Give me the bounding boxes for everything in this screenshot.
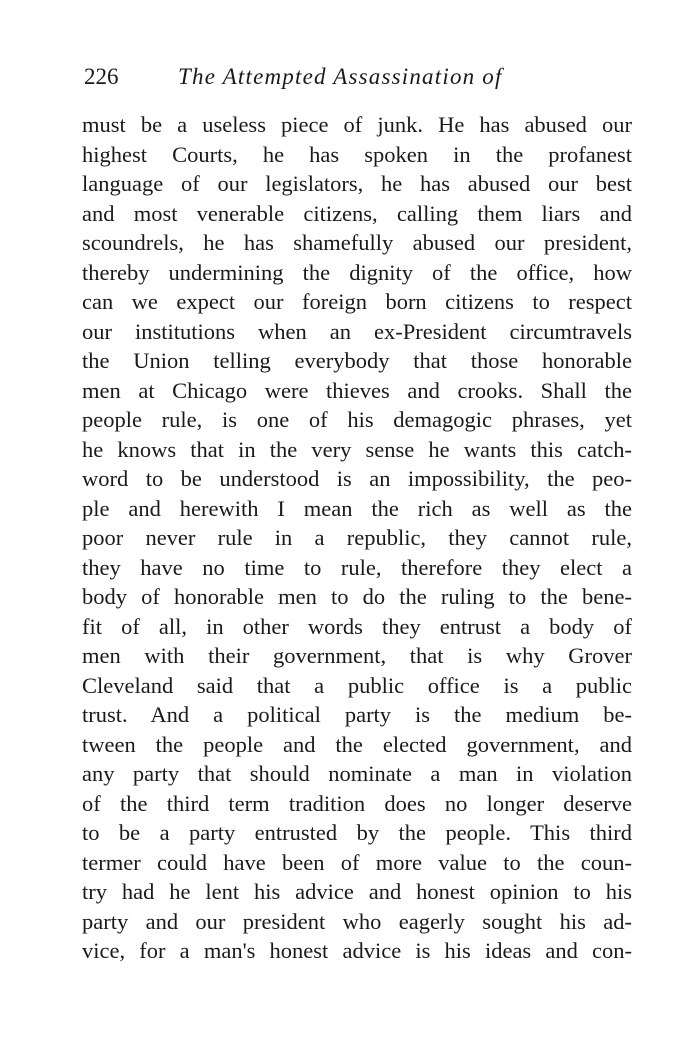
text-line: Cleveland said that a public office is a public	[82, 672, 632, 698]
text-line: party and our president who eagerly sought his ad-	[82, 908, 632, 934]
text-line: must be a useless piece of junk. He has abused our	[82, 112, 632, 137]
text-line: vice, for a man's honest advice is his ideas and con-	[82, 938, 632, 963]
text-line: can we expect our foreign born citizens to respect	[82, 289, 632, 314]
text-line: of the third term tradition does no longer deserve	[82, 790, 632, 816]
text-line: termer could have been of more value to the coun-	[82, 849, 632, 875]
text-line: thereby undermining the dignity of the office, how	[82, 259, 632, 285]
text-line: any party that should nominate a man in violation	[82, 761, 632, 786]
text-line: people rule, is one of his demagogic phrases, yet	[82, 407, 632, 432]
text-line: and most venerable citizens, calling them liars and	[82, 200, 632, 226]
text-line: ple and herewith I mean the rich as well as the	[82, 495, 632, 521]
body-text	[82, 110, 632, 966]
text-line: try had he lent his advice and honest opinion to his	[82, 879, 632, 904]
text-line: they have no time to rule, therefore they elect a	[82, 554, 632, 580]
text-line: language of our legislators, he has abused our best	[82, 171, 632, 196]
page-number: 226	[84, 64, 119, 89]
running-head	[84, 62, 644, 92]
text-line: tween the people and the elected government, and	[82, 731, 632, 757]
text-line: body of honorable men to do the ruling to the bene-	[82, 584, 632, 609]
text-line: he knows that in the very sense he wants this catch-	[82, 436, 632, 462]
text-line: fit of all, in other words they entrust a body of	[82, 613, 632, 639]
text-line: poor never rule in a republic, they cannot rule,	[82, 525, 632, 550]
running-title: The Attempted Assassination of	[178, 64, 503, 89]
text-line: scoundrels, he has shamefully abused our president,	[82, 230, 632, 255]
text-line: word to be understood is an impossibility, the peo-	[82, 466, 632, 491]
text-line: the Union telling everybody that those honorable	[82, 348, 632, 373]
text-line: our institutions when an ex-President circumtravels	[82, 318, 632, 344]
text-line: to be a party entrusted by the people. This third	[82, 820, 632, 845]
text-line: highest Courts, he has spoken in the profanest	[82, 141, 632, 167]
text-line: trust. And a political party is the medium be-	[82, 702, 632, 727]
text-line: men with their government, that is why Grover	[82, 643, 632, 668]
text-line: men at Chicago were thieves and crooks. Shall the	[82, 377, 632, 403]
